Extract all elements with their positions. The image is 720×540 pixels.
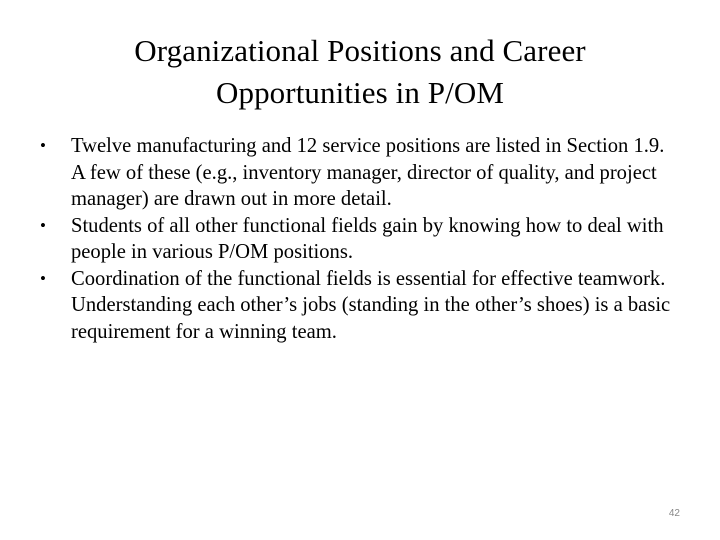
slide-title [36, 30, 684, 114]
bullet-icon: • [40, 268, 46, 288]
bullet-list [40, 133, 680, 345]
slide-title-line-1: Organizational Positions and Career [134, 33, 586, 68]
bullet-text-3: Coordination of the functional fields is essential for effective teamwork. Understanding each other’s jobs (standing in the other’s shoes) is a basic requirement for a winning team. [71, 267, 671, 343]
bullet-text-1: Twelve manufacturing and 12 service positions are listed in Section 1.9. A few of these (e.g., inventory manager, director of quality, and project manager) are drawn out in more detail. [71, 135, 665, 210]
bullet-item-1 [40, 133, 680, 213]
bullet-icon: • [40, 136, 46, 155]
bullet-item-3 [40, 266, 680, 346]
slide-title-line-2: Opportunities in P/OM [215, 75, 504, 110]
page-number: 42 [668, 508, 680, 519]
bullet-icon: • [40, 215, 46, 235]
bullet-text-2: Students of all other functional fields gain by knowing how to deal with people in various P/OM positions. [71, 214, 664, 263]
bullet-item-2 [40, 213, 680, 266]
